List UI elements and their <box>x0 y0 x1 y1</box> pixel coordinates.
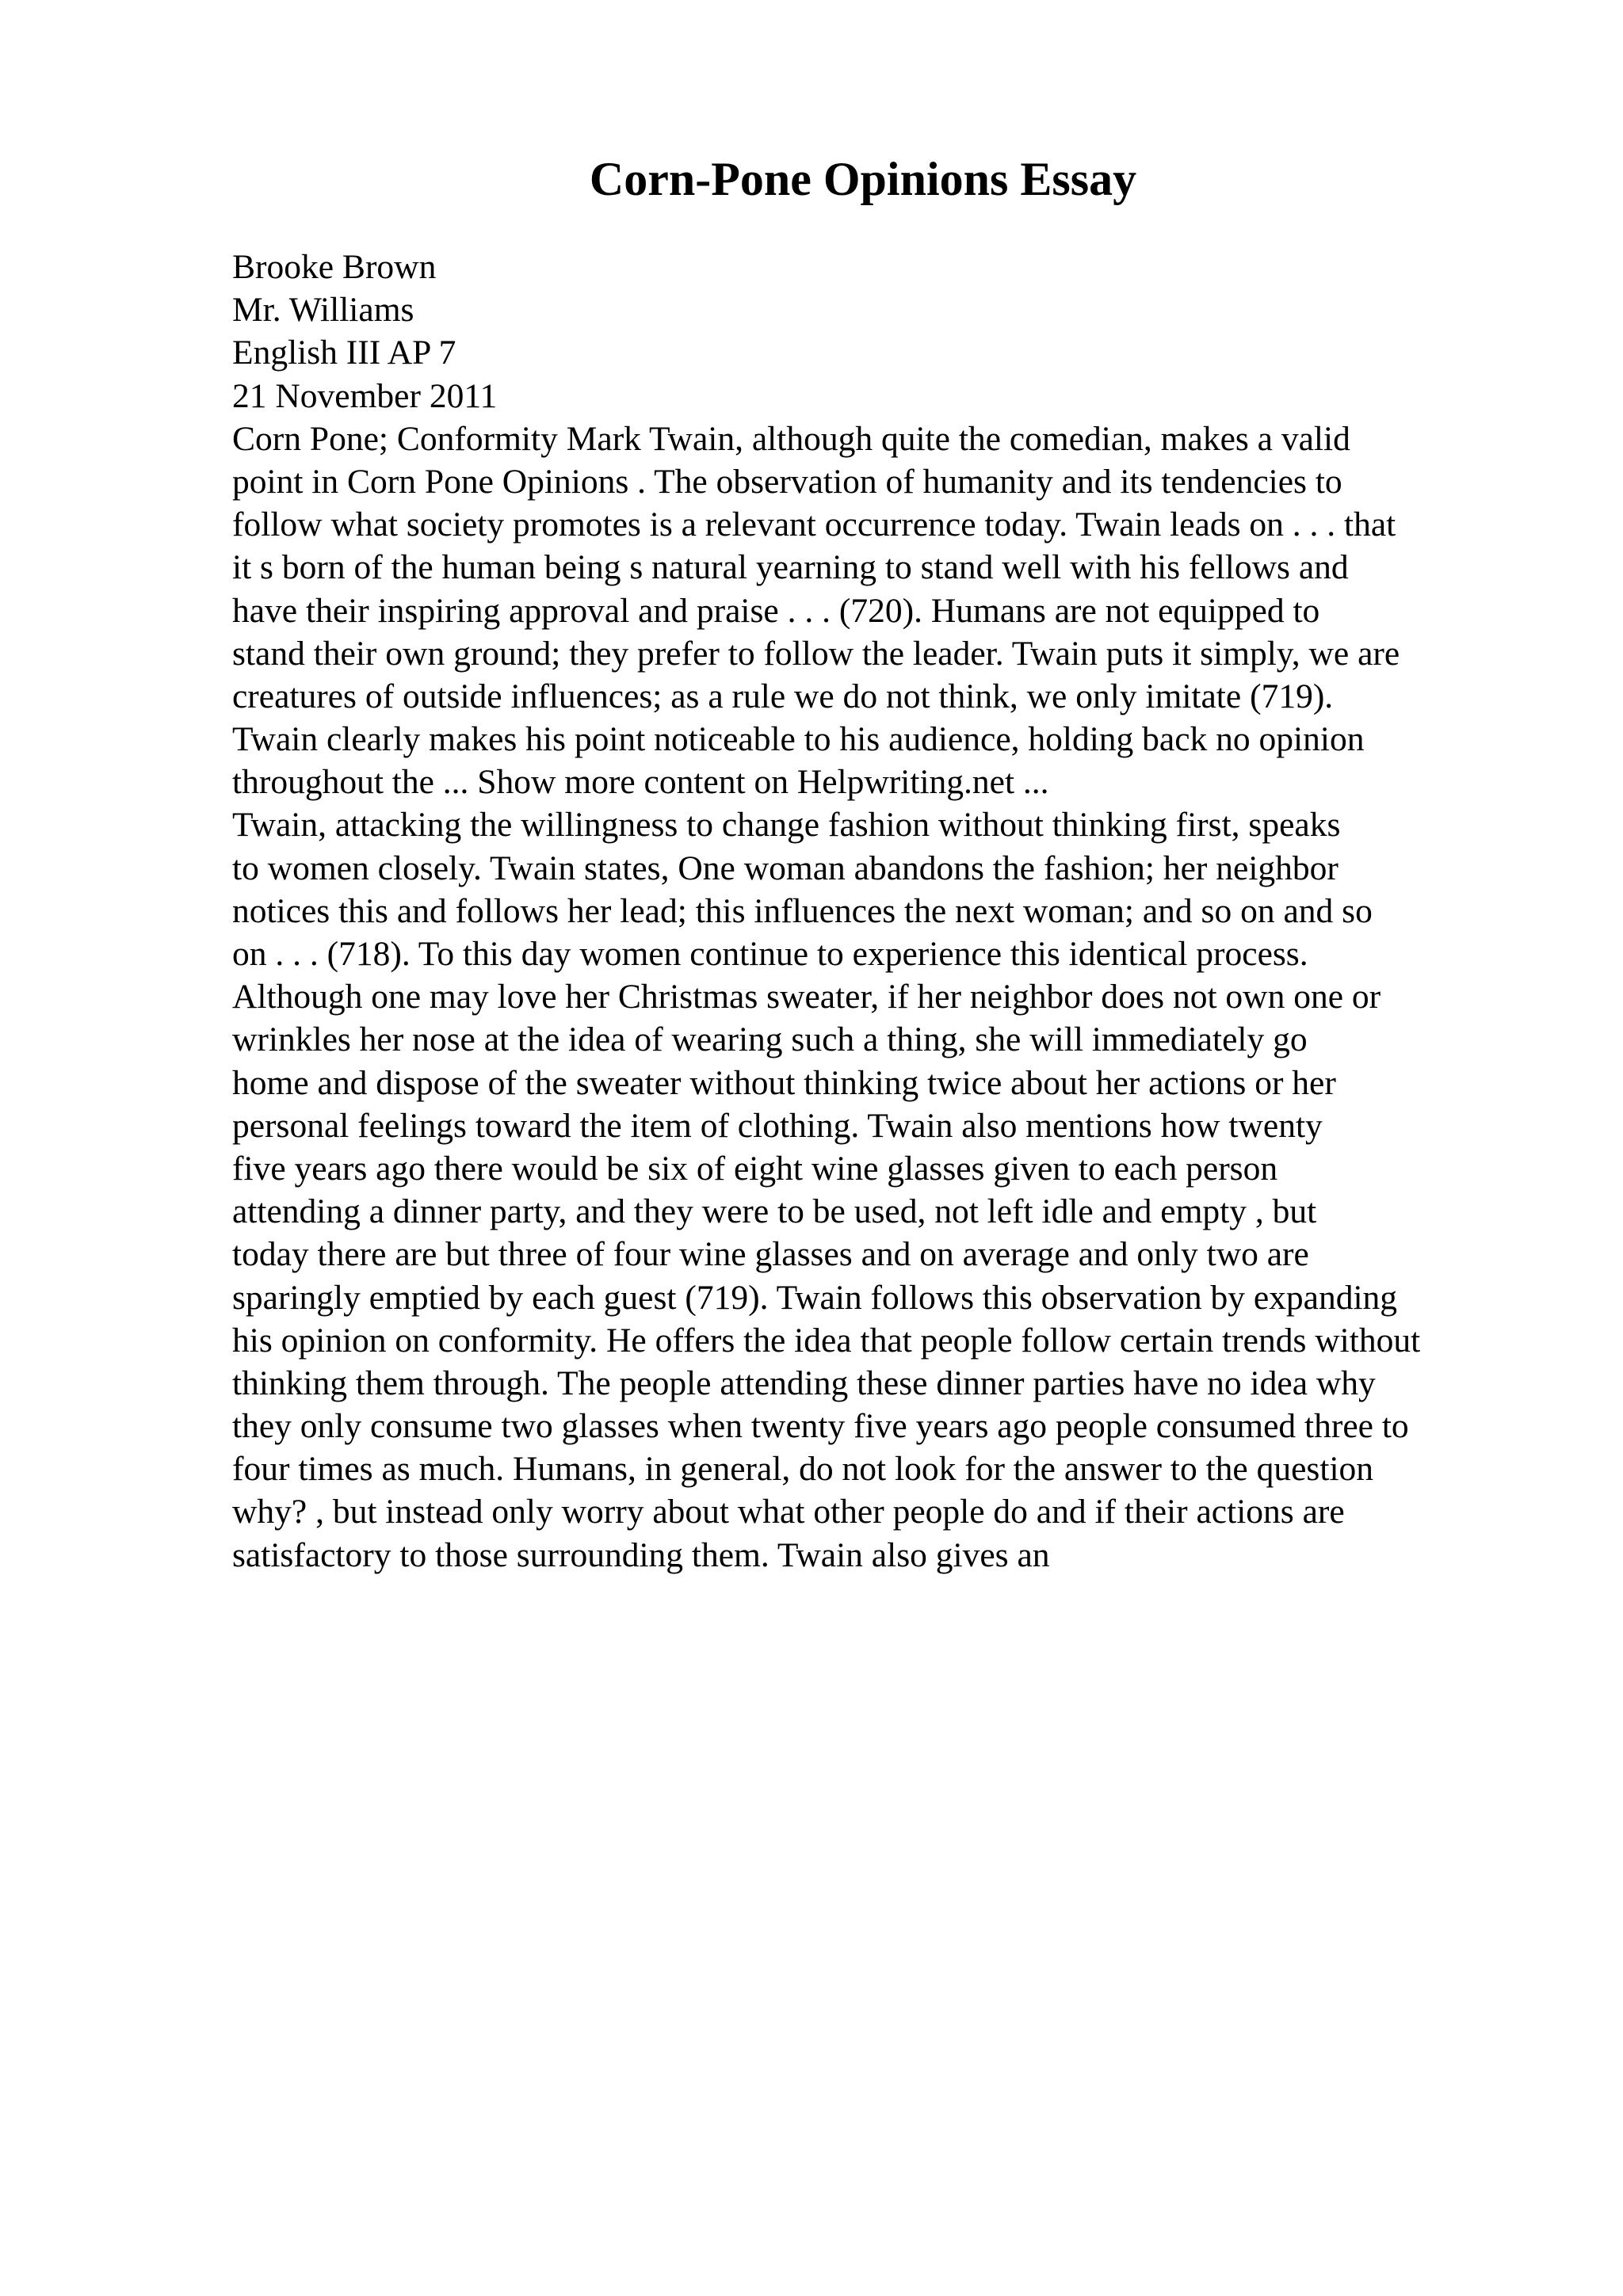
text-line: stand their own ground; they prefer to follow the leader. Twain puts it simply, we are <box>232 634 1400 673</box>
text-line: Corn Pone; Conformity Mark Twain, although quite the comedian, makes a valid <box>232 419 1350 458</box>
text-line: thinking them through. The people attending these dinner parties have no idea why <box>232 1363 1376 1402</box>
text-line: Although one may love her Christmas sweater, if her neighbor does not own one or <box>232 978 1381 1016</box>
text-line: four times as much. Humans, in general, do not look for the answer to the question <box>232 1450 1374 1489</box>
text-line: sparingly emptied by each guest (719). Twain follows this observation by expanding <box>232 1278 1398 1317</box>
text-line: throughout the ... Show more content on Helpwriting.net ... <box>232 763 1049 802</box>
text-line: home and dispose of the sweater without thinking twice about her actions or her <box>232 1063 1336 1102</box>
text-line: 21 November 2011 <box>232 376 498 415</box>
text-line: personal feelings toward the item of clothing. Twain also mentions how twenty <box>232 1106 1323 1145</box>
text-line: have their inspiring approval and praise . . . (720). Humans are not equipped to <box>232 591 1320 630</box>
text-line: English III AP 7 <box>232 334 456 372</box>
text-line: attending a dinner party, and they were to be used, not left idle and empty , but <box>232 1192 1317 1231</box>
text-line: creatures of outside influences; as a rule we do not think, we only imitate (719). <box>232 677 1334 715</box>
text-line: notices this and follows her lead; this influences the next woman; and so on and so <box>232 891 1373 930</box>
text-line: to women closely. Twain states, One woman abandons the fashion; her neighbor <box>232 849 1338 887</box>
text-line: Twain clearly makes his point noticeable to his audience, holding back no opinion <box>232 720 1365 759</box>
text-line: on . . . (718). To this day women continue to experience this identical process. <box>232 935 1308 973</box>
text-line: wrinkles her nose at the idea of wearing such a thing, she will immediately go <box>232 1020 1308 1059</box>
text-line: they only consume two glasses when twenty five years ago people consumed three to <box>232 1407 1409 1446</box>
text-line: it s born of the human being s natural yearning to stand well with his fellows and <box>232 548 1349 587</box>
essay-body <box>232 246 1611 1577</box>
text-line: today there are but three of four wine glasses and on average and only two are <box>232 1235 1309 1274</box>
text-line: point in Corn Pone Opinions . The observation of humanity and its tendencies to <box>232 462 1342 501</box>
text-line: Mr. Williams <box>232 291 414 330</box>
text-line: Brooke Brown <box>232 248 437 286</box>
page-title: Corn-Pone Opinions Essay <box>589 153 1137 205</box>
text-line: why? , but instead only worry about what other people do and if their actions are <box>232 1493 1345 1531</box>
text-line: follow what society promotes is a relevant occurrence today. Twain leads on . . . that <box>232 505 1396 544</box>
text-line: satisfactory to those surrounding them. Twain also gives an <box>232 1535 1050 1574</box>
text-line: five years ago there would be six of eight wine glasses given to each person <box>232 1149 1278 1188</box>
text-line: Twain, attacking the willingness to change fashion without thinking first, speaks <box>232 806 1341 845</box>
text-line: his opinion on conformity. He offers the idea that people follow certain trends without <box>232 1321 1421 1360</box>
